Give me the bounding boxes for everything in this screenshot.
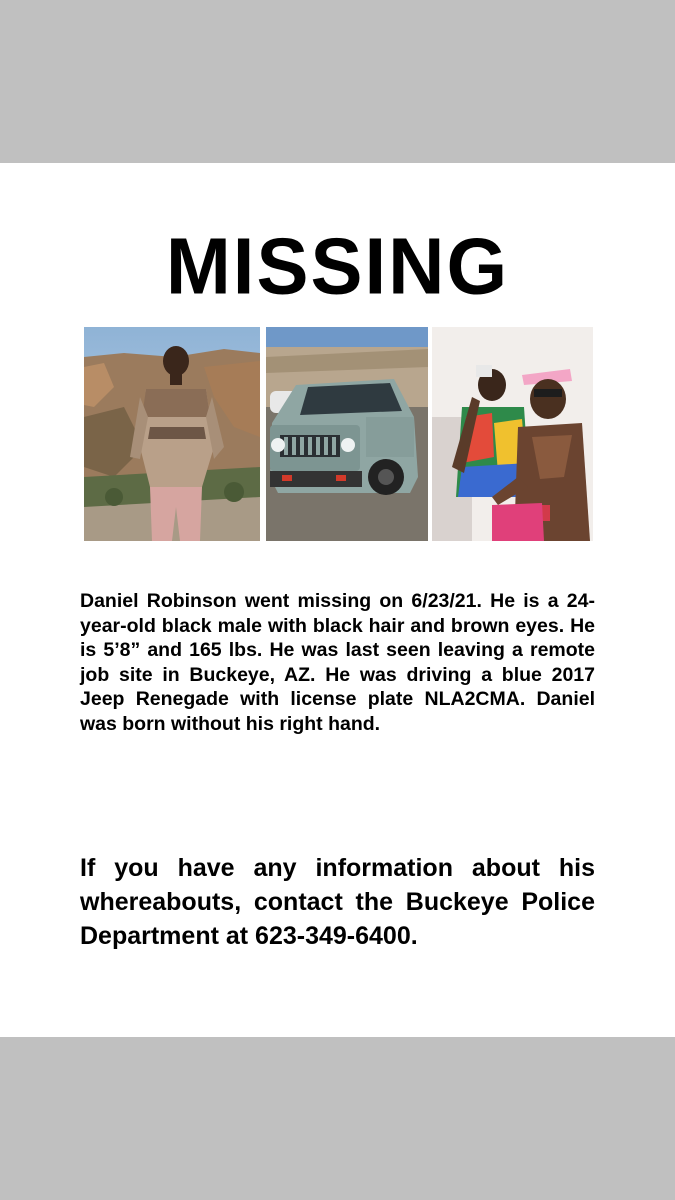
- missing-flyer: [0, 163, 675, 1037]
- photo-jeep-renegade: [266, 327, 428, 541]
- flyer-title: MISSING: [165, 221, 510, 311]
- missing-person-description: Daniel Robinson went missing on 6/23/21. He is a 24-year-old black male with black hair and brown eyes. He is 5’8” and 165 lbs. He was last seen leaving a remote job site in Buckeye, AZ. He was driving a blue 2017 Jeep Renegade with license plate NLA2CMA. Daniel was born without his right hand.: [80, 590, 595, 735]
- photo-canyon-portrait: [84, 327, 260, 541]
- top-gray-band: [0, 0, 675, 163]
- bottom-gray-band: [0, 1037, 675, 1200]
- photo-festival: [432, 327, 593, 541]
- contact-information: If you have any information about his whereabouts, contact the Buckeye Police Department at 623-349-6400.: [80, 854, 595, 950]
